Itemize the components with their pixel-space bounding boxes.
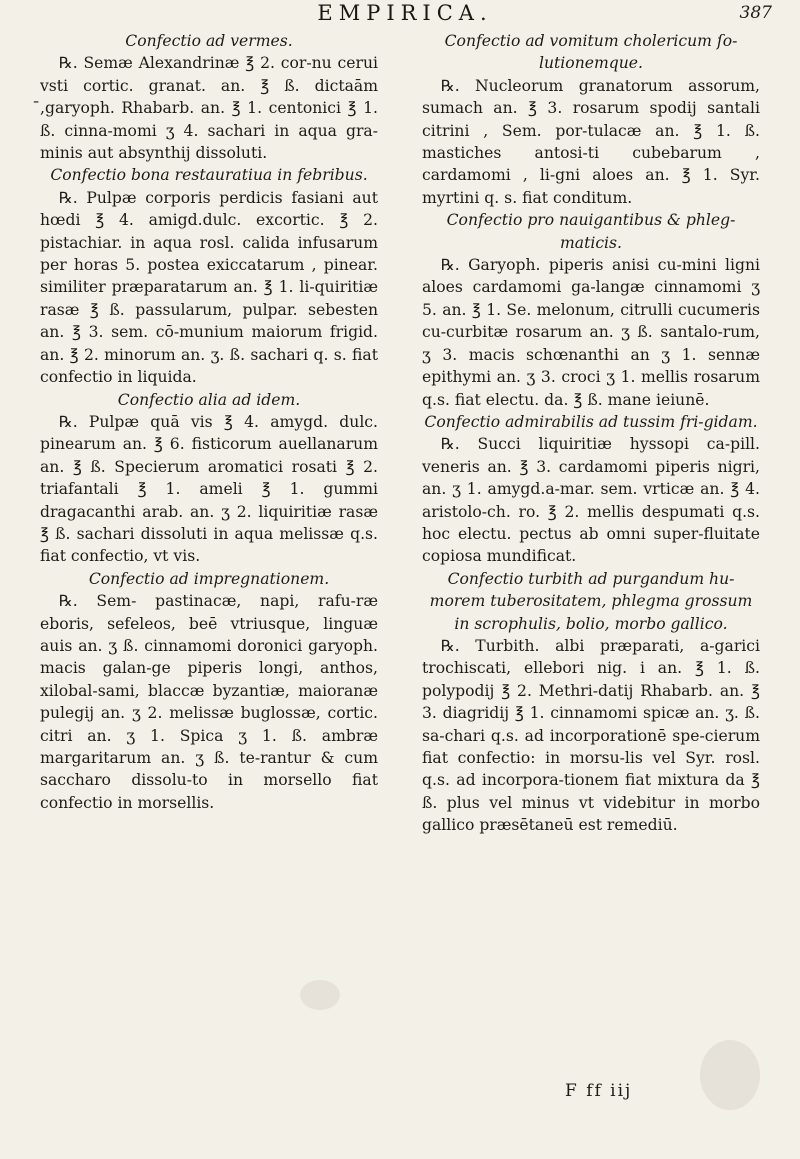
recipe-heading: Confectio ad vomitum cholericum ſo-lutionemque. xyxy=(444,32,738,73)
recipe-text: ℞. Sem- pastinacæ, napi, rafu-ræ eboris, sefeleos, beē vtriusque, linguæ auis an. ʒ ß. cinnamomi doronici garyoph. macis galan-ge piperis longi, anthos, xilobal-sami, blaccæ byzantiæ, maioranæ pulegij an. ʒ 2. melissæ buglossæ, cortic. citri an. ʒ 1. Spica ʒ 1. ß. ambræ margaritarum an. ʒ ß. te-rantur & cum saccharo dissolu-to in morsello fiat confectio in morsellis. xyxy=(40,592,378,812)
left-column xyxy=(40,30,378,814)
recipe-heading: Confectio bona restauratiua in febribus. xyxy=(50,166,368,185)
recipe-heading: Confectio pro nauigantibus & phleg-maticis. xyxy=(446,211,736,252)
recipe-text: ℞. Garyoph. piperis anisi cu-mini ligni aloes cardamomi ga-langæ cinnamomi ʒ 5. an. ℥ 1. Se. melonum, citrulli cucumeris cu-curbitæ rosarum an. ʒ ß. santalo-rum, ʒ 3. macis schœnanthi an ʒ 1. sennæ epithymi an. ʒ 3. croci ʒ 1. mellis rosarum q.s. fiat electu. da. ℥ ß. mane ieiunē. xyxy=(422,256,760,409)
recipe-heading: Confectio ad impregnationem. xyxy=(88,569,330,588)
recipe-heading: Confectio ad vermes. xyxy=(125,32,293,50)
running-title: EMPIRICA. xyxy=(317,1,493,25)
paper-stain xyxy=(300,980,340,1010)
recipe-text: ℞. Succi liquiritiæ hyssopi ca-pill. veneris an. ℥ 3. cardamomi piperis nigri, an. ʒ 1. amygd.a-mar. sem. vrticæ an. ℥ 4. aristolo-ch. ro. ℥ 2. mellis despumati q.s. hoc electu. pectus ab omni super-fluitate copiosa mundificat. xyxy=(422,435,760,566)
recipe-heading: Confectio turbith ad purgandum hu-morem tuberositatem, phlegma grossum in scrophulis, bolio, morbo gallico. xyxy=(429,569,753,633)
page-number: 387 xyxy=(739,3,772,23)
paper-stain xyxy=(700,1040,760,1110)
recipe-heading: Confectio alia ad idem. xyxy=(117,390,301,409)
recipe-text: ℞. Turbith. albi præparati, a-garici trochiscati, ellebori nig. i an. ℥ 1. ß. polypodij ℥ 2. Methri-datij Rhabarb. an. ℥ 3. diagridij ℥ 1. cinnamomi spicæ an. ʒ. ß. sa-chari q.s. ad incorporationē spe-cierum fiat confectio: in morsu-lis vel Syr. rosl. q.s. ad incorpora-tionem fiat mixtura da ℥ ß. plus vel minus vt videbitur in morbo gallico præsētaneū est remediū. xyxy=(422,636,760,835)
signature-mark: F ff iij xyxy=(565,1081,633,1101)
recipe-text: ℞. Pulpæ corporis perdicis fasiani aut hœdi ℥ 4. amigd.dulc. excortic. ℥ 2. pistachiar. in aqua rosl. calida infusarum per horas 5. postea exiccatarum , pinear. similiter præparatarum an. ℥ 1. li-quiritiæ rasæ ℥ ß. passularum, pulpar. sebesten an. ℥ 3. sem. cō-munium maiorum frigid. an. ℥ 2. minorum an. ʒ. ß. sachari q. s. fiat confectio in liquida. xyxy=(40,188,378,387)
recipe-text: ℞. Nucleorum granatorum assorum, sumach an. ℥ 3. rosarum spodij santali citrini , Sem. por-tulacæ an. ℥ 1. ß. mastiches antosi-ti cubebarum , cardamomi , li-gni aloes an. ℥ 1. Syr. myrtini q. s. fiat conditum. xyxy=(422,76,760,207)
recipe-text: ℞. Semæ Alexandrinæ ℥ 2. cor-nu cerui vsti cortic. granat. an. ℥ ß. dictaām ̄,garyoph. Rhabarb. an. ℥ 1. centonici ℥ 1. ß. cinna-momi ʒ 4. sachari in aqua gra-minis aut absynthij dissoluti. xyxy=(40,54,378,163)
recipe-heading: Confectio admirabilis ad tussim fri-gidam. xyxy=(424,412,758,431)
right-column xyxy=(422,30,760,837)
recipe-text: ℞. Pulpæ quā vis ℥ 4. amygd. dulc. pinearum an. ℥ 6. fisticorum auellanarum an. ℥ ß. Specierum aromatici rosati ℥ 2. triafantali ℥ 1. ameli ℥ 1. gummi dragacanthi arab. an. ʒ 2. liquiritiæ rasæ ℥ ß. sachari dissoluti in aqua melissæ q.s. fiat confectio, vt vis. xyxy=(40,412,378,566)
